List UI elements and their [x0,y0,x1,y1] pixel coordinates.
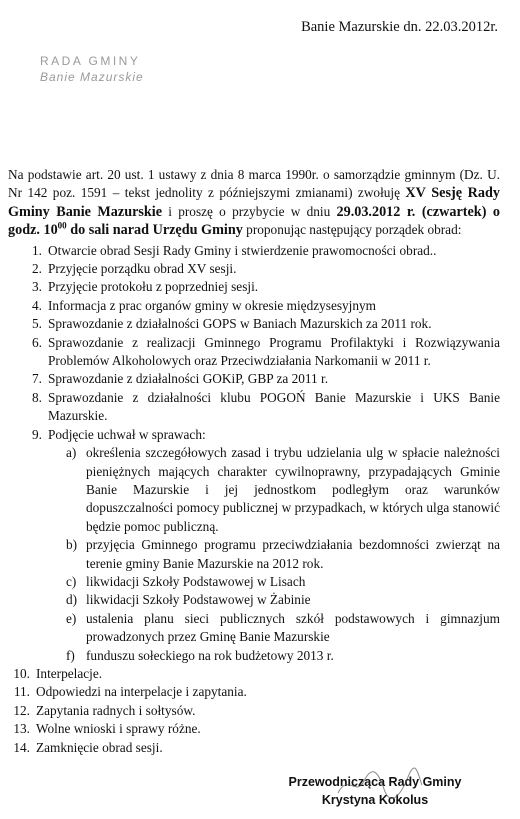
agenda-item [8,370,500,388]
resolution-text: ustalenia planu sieci publicznych szkół podstawowych i gimnazjum prowadzonych przez Gminę Banie Mazurskie [86,610,500,645]
agenda-number: 11. [13,684,30,700]
resolution-item [66,647,500,665]
stamp-line-2: Banie Mazurskie [40,70,144,84]
session-minutes: 00 [57,220,67,231]
agenda-number: 3. [32,279,42,295]
intro-text-2: i proszę o przybycie w dniu [162,203,337,219]
agenda-item [8,739,500,757]
agenda-item [8,260,500,278]
agenda-text: Sprawozdanie z działalności GOKiP, GBP za 2011 r. [48,371,329,387]
agenda-text: Sprawozdanie z działalności klubu POGOŃ Banie Mazurskie i UKS Banie Mazurskie. [48,389,500,424]
resolution-text: likwidacji Szkoły Podstawowej w Lisach [86,573,306,589]
agenda-number: 10. [13,665,30,681]
agenda-number: 8. [32,389,42,405]
agenda-item [8,242,500,260]
agenda-number: 14. [13,739,30,755]
agenda-number: 5. [32,316,42,332]
resolution-letter: b) [66,537,78,553]
resolution-text: likwidacji Szkoły Podstawowej w Żabinie [86,592,311,608]
agenda-item [8,720,500,738]
agenda-list [8,242,500,444]
agenda-text: Podjęcie uchwał w sprawach: [48,426,206,442]
agenda-item [8,297,500,315]
agenda-text: Zamknięcie obrad sesji. [36,739,163,755]
agenda-item [8,702,500,720]
agenda-text: Informacja z prac organów gminy w okresie międzysesyjnym [48,297,377,313]
agenda-number: 1. [32,242,42,258]
session-name: XV Sesję Rady Gminy Banie Mazurskie [8,185,500,220]
agenda-number: 4. [32,297,42,313]
agenda-item [8,426,500,444]
resolution-letter: e) [66,610,77,626]
agenda-text: Interpelacje. [36,665,103,681]
agenda-item [8,389,500,426]
resolution-item [66,610,500,647]
handwritten-signature [334,767,424,801]
session-place: do sali narad Urzędu Gminy [66,222,243,239]
agenda-text: Otwarcie obrad Sesji Rady Gminy i stwierdzenie prawomocności obrad.. [48,242,437,258]
agenda-text: Sprawozdanie z działalności GOPS w Baniach Mazurskich za 2011 rok. [48,316,432,332]
resolution-letter: f) [66,647,75,663]
intro-text-1: Na podstawie art. 20 ust. 1 ustawy z dnia 8 marca 1990r. o samorządzie gminnym (Dz. U. Nr 142 poz. 1591 – tekst jednolity z późniejszymi zmianami) zwołuję [8,167,500,201]
agenda-number: 7. [32,371,42,387]
signature-role: Przewodnicząca Rady Gminy [288,775,462,789]
resolution-item [66,444,500,536]
agenda-item [8,315,500,333]
resolution-text: funduszu sołeckiego na rok budżetowy 2013 r. [86,647,334,663]
agenda-number: 12. [13,702,30,718]
agenda-number: 13. [13,721,30,737]
agenda-item [8,334,500,371]
agenda-number: 9. [32,426,42,442]
resolution-list [8,444,500,665]
stamp-line-1: RADA GMINY [40,54,141,68]
intro-paragraph [8,166,500,240]
resolution-item [66,536,500,573]
agenda-item [8,683,500,701]
agenda-text: Wolne wnioski i sprawy różne. [36,721,201,737]
resolution-letter: c) [66,573,77,589]
resolution-item [66,573,500,591]
agenda-item [8,278,500,296]
signature-block [270,773,480,809]
agenda-text: Sprawozdanie z realizacji Gminnego Programu Profilaktyki i Rozwiązywania Problemów Alkoholowych oraz Przeciwdziałania Narkomanii w 2011 r. [48,334,500,369]
council-stamp [40,53,144,85]
session-date-text: 29.03.2012 r. (czwartek) o godz. 10 [8,203,500,239]
agenda-text: Przyjęcie protokołu z poprzedniej sesji. [48,279,259,295]
resolution-text: określenia szczegółowych zasad i trybu udzielania ulg w spłacie należności pieniężnych mających charakter cywilnoprawny, przypadających Gminie Banie Mazurskie i jej jednostkom podległym oraz warunków dopuszczalności pomocy publicznej w przypadkach, w których ulga stanowić będzie pomoc publiczną. [86,445,500,534]
agenda-number: 2. [32,261,42,277]
agenda-text: Odpowiedzi na interpelacje i zapytania. [36,684,247,700]
resolution-item [66,591,500,609]
agenda-item [8,665,500,683]
agenda-list-end [8,665,500,757]
signature-name: Krystyna Kokolus [321,793,429,807]
document-body [8,166,500,757]
resolution-letter: a) [66,445,77,461]
intro-text-4: proponując następujący porządek obrad: [242,222,462,238]
agenda-number: 6. [32,334,42,350]
resolution-letter: d) [66,592,78,608]
resolution-text: przyjęcia Gminnego programu przeciwdziałania bezdomności zwierząt na terenie gminy Banie Mazurskie na 2012 rok. [86,537,500,571]
place-date: Banie Mazurskie dn. 22.03.2012r. [301,19,498,35]
agenda-text: Zapytania radnych i sołtysów. [36,702,196,718]
agenda-text: Przyjęcie porządku obrad XV sesji. [48,261,237,277]
